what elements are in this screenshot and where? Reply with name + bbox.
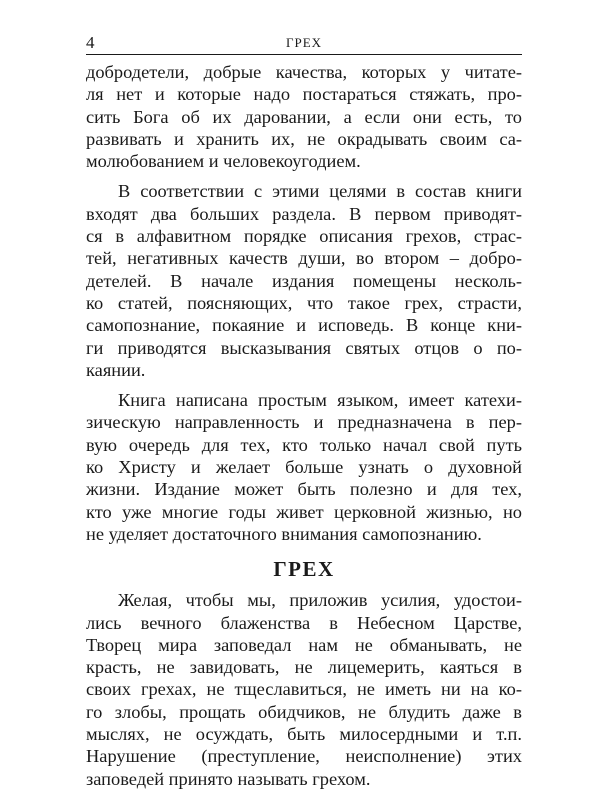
text-line: своих грехах, не тщеславиться, не иметь ни на ко- [86, 679, 522, 700]
text-line: лись вечного блаженства в Небесном Царстве, [86, 612, 522, 633]
text-line: красть, не завидовать, не лицемерить, каяться в [86, 657, 522, 678]
text-line: каянии. [86, 359, 146, 380]
text-line: детелей. В начале издания помещены несколь- [86, 270, 522, 291]
paragraph-1 [86, 61, 522, 172]
text-line: зическую направленность и предназначена в пер- [86, 412, 522, 433]
text-line: жизни. Издание может быть полезно и для тех, [86, 479, 522, 500]
text-line: сить Бога об их даровании, а если они есть, то [86, 106, 522, 127]
body-text [86, 61, 522, 790]
section-paragraph [86, 589, 522, 790]
text-line: Желая, чтобы мы, приложив усилия, удостои- [118, 590, 522, 611]
running-title: ГРЕХ [285, 35, 323, 50]
text-line: Творец мира заповедал нам не обманывать, не [86, 634, 522, 655]
text-line: молюбованием и человекоугодием. [86, 151, 361, 172]
page-header [86, 32, 522, 55]
paragraph-2 [86, 180, 522, 381]
text-line: ля нет и которые надо постараться стяжать, про- [86, 84, 522, 105]
text-line: вую очередь для тех, кто только начал свой путь [86, 434, 522, 455]
text-line: ко статей, поясняющих, что такое грех, страсти, [86, 292, 522, 313]
text-line: добродетели, добрые качества, которых у читате- [86, 62, 522, 82]
section-heading: ГРЕХ [273, 557, 335, 582]
text-line: го злобы, прощать обидчиков, не блудить даже в [86, 701, 522, 722]
text-line: ги приводятся высказывания святых отцов о по- [86, 337, 522, 358]
book-page [86, 32, 522, 790]
text-line: тей, негативных качеств души, во втором – добро- [86, 248, 522, 269]
text-line: В соответствии с этими целями в состав книги [118, 181, 522, 202]
text-line: не уделяет достаточного внимания самопознанию. [86, 523, 482, 544]
paragraph-3 [86, 389, 522, 545]
text-line: ся в алфавитном порядке описания грехов, страс- [86, 226, 522, 247]
text-line: ко Христу и желает больше узнать о духовной [86, 457, 522, 478]
text-line: Книга написана простым языком, имеет катехи- [118, 390, 522, 411]
text-line: кто уже многие годы живет церковной жизнью, но [86, 501, 522, 522]
text-line: развивать и хранить их, не окрадывать своим са- [86, 128, 522, 149]
text-line: входят два больших раздела. В первом приводят- [86, 203, 522, 224]
page-number: 4 [86, 33, 95, 52]
text-line: самопознание, покаяние и исповедь. В конце кни- [86, 315, 522, 336]
text-line: заповедей принято называть грехом. [86, 768, 371, 789]
text-line: мыслях, не осуждать, быть милосердными и т.п. [86, 724, 522, 745]
text-line: Нарушение (преступление, неисполнение) этих [86, 746, 522, 767]
